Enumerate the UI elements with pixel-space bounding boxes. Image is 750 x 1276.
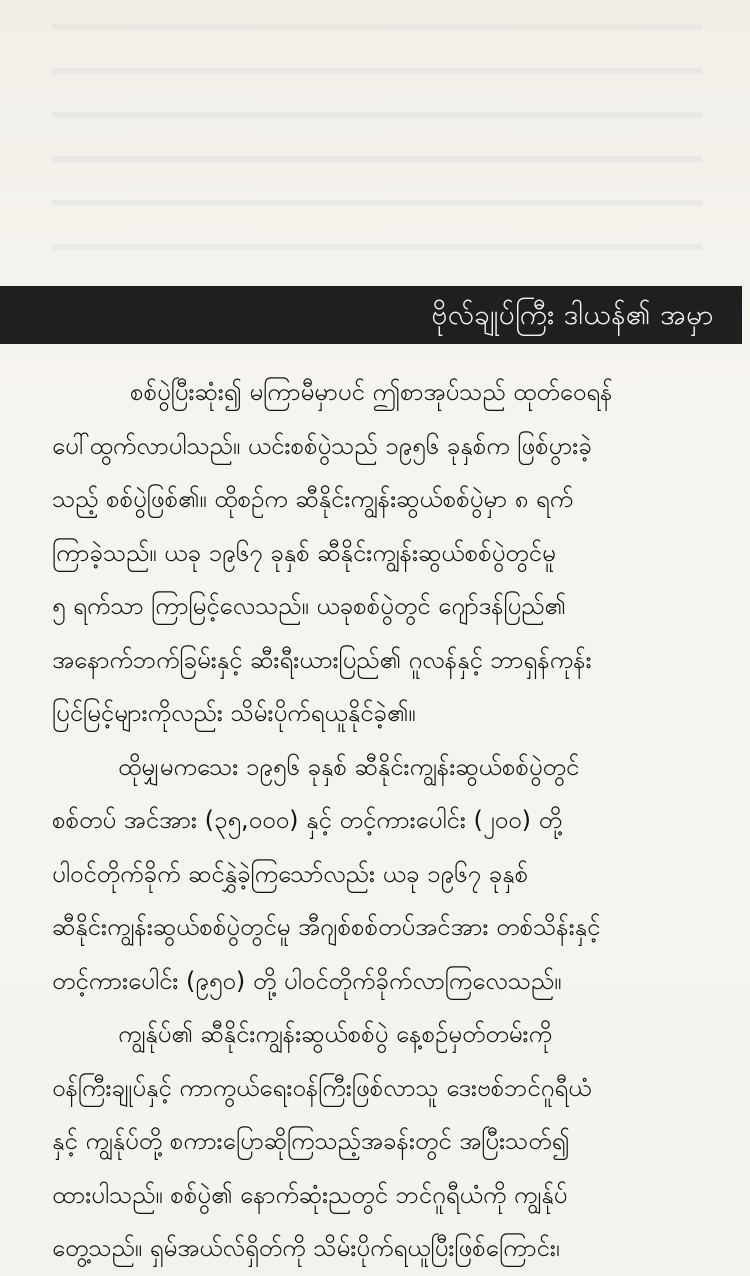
text-line: ကျွန်ုပ်၏ ဆီနိုင်းကျွန်းဆွယ်စစ်ပွဲ နေ့စဉ်မှတ်တမ်းကို: [118, 1020, 552, 1048]
text-line: စစ်တပ် အင်အား (၃၅,၀၀၀) နှင့် တင့်ကားပေါင်း (၂၀၀) တို့: [52, 806, 563, 834]
page-title: ဗိုလ်ချုပ်ကြီး ဒါယန်၏ အမှာ: [431, 298, 714, 331]
title-band: [0, 286, 742, 344]
text-line: ဝန်ကြီးချုပ်နှင့် ကာကွယ်ရေးဝန်ကြီးဖြစ်လာသူ ဒေးဗစ်ဘင်ဂူရီယံ: [52, 1073, 592, 1102]
text-line: တွေ့သည်။ ရှမ်အယ်လ်ရှိတ်ကို သိမ်းပိုက်ရယူပြီးဖြစ်ကြောင်း၊: [52, 1234, 560, 1262]
faint-bleedthrough-text: [52, 0, 702, 270]
text-line: ထားပါသည်။ စစ်ပွဲ၏ နောက်ဆုံးညတွင် ဘင်ဂူရီယံကို ကျွန်ုပ်: [52, 1180, 568, 1209]
text-line: သည့် စစ်ပွဲဖြစ်၏။ ထိုစဉ်က ဆီနိုင်းကျွန်းဆွယ်စစ်ပွဲမှာ ၈ ရက်: [52, 485, 574, 513]
text-line: ဆီနိုင်းကျွန်းဆွယ်စစ်ပွဲတွင်မူ အီဂျစ်စစ်တပ်အင်အား တစ်သိန်းနှင့်: [52, 913, 601, 941]
text-line: အနောက်ဘက်ခြမ်းနှင့် ဆီးရီးယားပြည်၏ ဂူလန်နှင့် ဘာရှန်ကုန်း: [52, 645, 592, 674]
text-line: တင့်ကားပေါင်း (၉၅၀) တို့ ပါဝင်တိုက်ခိုက်လာကြလေသည်။: [52, 966, 562, 995]
text-line: ပေါ်ထွက်လာပါသည်။ ယင်းစစ်ပွဲသည် ၁၉၅၆ ခုနှစ်က ဖြစ်ပွားခဲ့: [52, 431, 592, 460]
text-line: ထိုမျှမကသေး ၁၉၅၆ ခုနှစ် ဆီနိုင်းကျွန်းဆွယ်စစ်ပွဲတွင်: [118, 752, 580, 781]
body-text: [52, 366, 698, 1276]
text-line: စစ်ပွဲပြီးဆုံး၍ မကြာမီမှာပင် ဤစာအုပ်သည် ထုတ်ဝေရန်: [130, 378, 613, 406]
text-line: ပြင်မြင့်များကိုလည်း သိမ်းပိုက်ရယူနိုင်ခဲ့၏။: [52, 699, 416, 727]
text-line: ကြာခဲ့သည်။ ယခု ၁၉၆၇ ခုနှစ် ဆီနိုင်းကျွန်းဆွယ်စစ်ပွဲတွင်မူ: [52, 538, 556, 567]
text-line: ၅ ရက်သာ ကြာမြင့်လေသည်။ ယခုစစ်ပွဲတွင် ဂျော်ဒန်ပြည်၏: [52, 592, 566, 620]
text-line: နှင့် ကျွန်ုပ်တို့ စကားပြောဆိုကြသည့်အခန်းတွင် အပြီးသတ်၍: [52, 1127, 570, 1155]
text-line: ပါဝင်တိုက်ခိုက် ဆင်နွှဲခဲ့ကြသော်လည်း ယခု ၁၉၆၇ ခုနှစ်: [52, 859, 529, 888]
